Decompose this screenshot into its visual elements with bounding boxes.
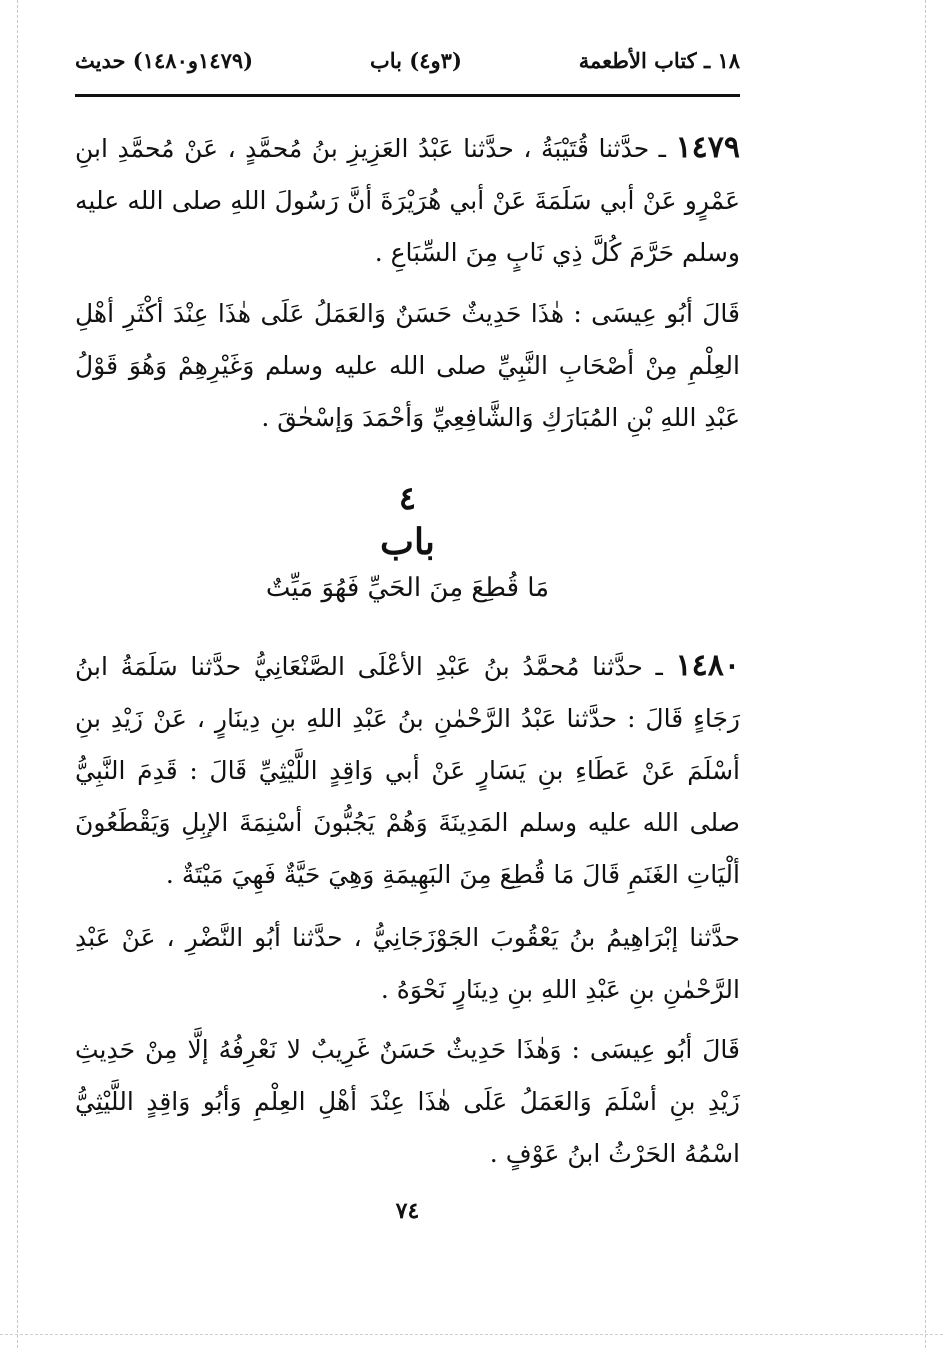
- hadith-number: ١٤٧٩: [675, 130, 740, 165]
- chain-text: حدَّثنا إبْرَاهِيمُ بنُ يَعْقُوبَ الجَوْزَجَانِيُّ ، حدَّثنا أبُو النَّضْرِ ، عَنْ عَبْدِ الرَّحْمٰنِ بنِ عَبْدِ اللهِ بنِ دِينَارٍ نَحْوَهُ .: [75, 923, 740, 1004]
- hadith-text: ـ حدَّثنا مُحمَّدُ بنُ عَبْدِ الأعْلَى الصَّنْعَانِيُّ حدَّثنا سَلَمَةُ ابنُ رَجَاءٍ قَالَ : حدَّثنا عَبْدُ الرَّحْمٰنِ بنُ عَبْدِ اللهِ بنِ دِينَارٍ ، عَنْ زَيْدِ بنِ أسْلَمَ عَنْ عَطَاءِ بنِ يَسَارٍ عَنْ أبي وَاقِدٍ اللَّيْثِيِّ قَالَ : قَدِمَ النَّبِيُّ صلى الله عليه وسلم المَدِينَةَ وَهُمْ يَجُبُّونَ أسْنِمَةَ الإبِلِ وَيَقْطَعُونَ ألْيَاتِ الغَنَمِ قَالَ مَا قُطِعَ مِنَ البَهِيمَةِ وَهِيَ حَيَّةٌ فَهِيَ مَيْتَةٌ .: [75, 652, 740, 889]
- scan-guide-line: [925, 0, 926, 1348]
- chapter-title: مَا قُطِعَ مِنَ الحَيِّ فَهُوَ مَيِّتٌ: [265, 573, 550, 603]
- commentary-1480: [75, 1024, 740, 1180]
- chapter-word: باب: [380, 521, 435, 563]
- hadith-1480-chain: [75, 912, 740, 1016]
- header-chapter-ref: (٣و٤) باب: [369, 48, 462, 73]
- header-book-title: ١٨ ـ كتاب الأطعمة: [578, 48, 740, 73]
- header-rule: [75, 94, 740, 97]
- page-number: ٧٤: [395, 1198, 420, 1224]
- hadith-text: ـ حدَّثنا قُتَيْبَةُ ، حدَّثنا عَبْدُ العَزِيزِ بنُ مُحمَّدٍ ، عَنْ مُحمَّدِ ابنِ عَمْرٍو عَنْ أبي سَلَمَةَ عَنْ أبي هُرَيْرَةَ أنَّ رَسُولَ اللهِ صلى الله عليه وسلم حَرَّمَ كُلَّ ذِي نَابٍ مِنَ السِّبَاعِ .: [75, 134, 740, 267]
- chapter-number: ٤: [398, 479, 417, 517]
- commentary-text: قَالَ أبُو عِيسَى : وَهٰذَا حَدِيثٌ حَسَنٌ غَرِيبٌ لا نَعْرِفُهُ إلَّا مِنْ حَدِيثِ زَيْدِ بنِ أسْلَمَ وَالعَمَلُ عَلَى هٰذَا عِنْدَ أهْلِ العِلْمِ وَأبُو وَاقِدٍ اللَّيْثِيُّ اسْمُهُ الحَرْثُ ابنُ عَوْفٍ .: [75, 1035, 740, 1168]
- running-header: [75, 30, 740, 92]
- hadith-1479: [75, 122, 740, 279]
- commentary-1479: [75, 288, 740, 444]
- commentary-text: قَالَ أبُو عِيسَى : هٰذَا حَدِيثٌ حَسَنٌ وَالعَمَلُ عَلَى هٰذَا عِنْدَ أكْثَرِ أهْلِ العِلْمِ مِنْ أصْحَابِ النَّبِيِّ صلى الله عليه وسلم وَغَيْرِهِمْ وَهُوَ قَوْلُ عَبْدِ اللهِ بْنِ المُبَارَكِ وَالشَّافِعِيِّ وَأحْمَدَ وَإسْحٰقَ .: [75, 299, 740, 432]
- book-page: [75, 30, 740, 1320]
- scan-guide-line: [0, 1334, 943, 1335]
- scan-guide-line: [17, 0, 18, 1348]
- hadith-1480: [75, 640, 740, 901]
- header-hadith-ref: (١٤٧٩و١٤٨٠) حديث: [75, 48, 254, 73]
- chapter-heading: [75, 478, 740, 610]
- hadith-number: ١٤٨٠: [675, 648, 740, 683]
